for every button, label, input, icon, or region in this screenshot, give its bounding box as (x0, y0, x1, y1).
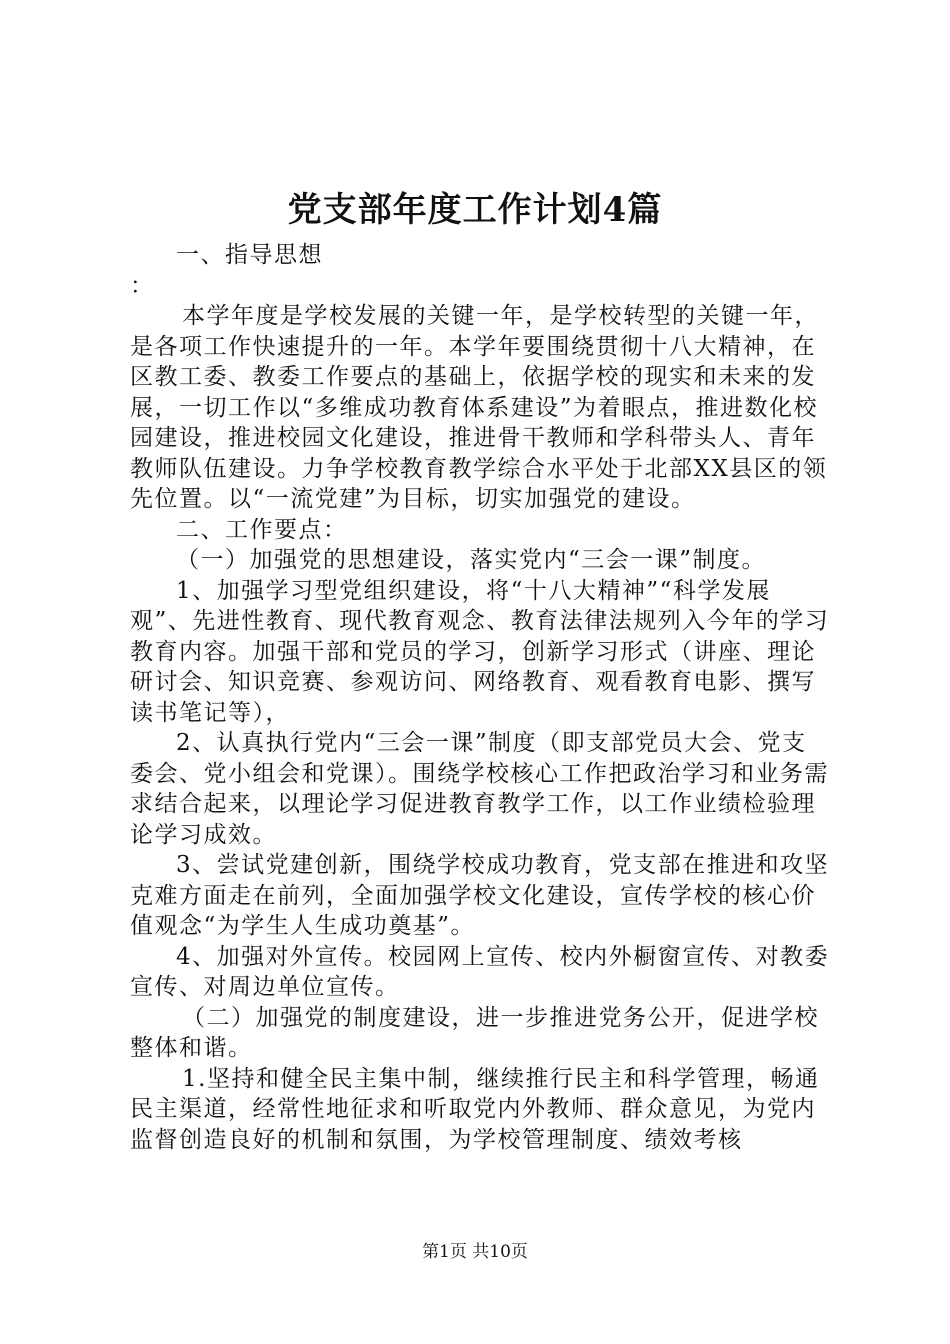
paragraph: （二）加强党的制度建设，进一步推进党务公开，促进学校整体和谐。 (130, 1004, 819, 1061)
paragraph: 1.坚持和健全民主集中制，继续推行民主和科学管理，畅通民主渠道，经常性地征求和听取党内外教师、群众意见，为党内监督创造良好的机制和氛围，为学校管理制度、绩效考核 (130, 1065, 820, 1153)
page-footer: 第1页 共10页 (422, 1242, 528, 1262)
paragraph: 1、加强学习型党组织建设，将“十八大精神”“科学发展观”、先进性教育、现代教育观念、教育法律法规列入今年的学习教育内容。加强干部和党员的学习，创新学习形式（讲座、理论研讨会、知识竞赛、参观访问、网络教育、观看教育电影、撰写读书笔记等）， (130, 577, 830, 726)
paragraph: 2、认真执行党内“三会一课”制度（即支部党员大会、党支委会、党小组会和党课）。围绕学校核心工作把政治学习和业务需求结合起来，以理论学习促进教育教学工作，以工作业绩检验理论学习成效。 (130, 730, 829, 848)
paragraph: 一、指导思想 (176, 242, 323, 268)
paragraph: 本学年度是学校发展的关键一年，是学校转型的关键一年，是各项工作快速提升的一年。本学年要围绕贯彻十八大精神，在区教工委、教委工作要点的基础上，依据学校的现实和未来的发展，一切工作以“多维成功教育体系建设”为着眼点，推进数化校园建设，推进校园文化建设，推进骨干教师和学科带头人、青年教师队伍建设。力争学校教育教学综合水平处于北部XX县区的领先位置。以“一流党建”为目标，切实加强党的建设。 (130, 303, 828, 512)
paragraph: ： (130, 272, 155, 299)
paragraph: 二、工作要点： (176, 516, 348, 543)
document-title: 党支部年度工作计划4篇 (287, 190, 663, 230)
paragraph: 4、加强对外宣传。校园网上宣传、校内外橱窗宣传、对教委宣传、对周边单位宣传。 (130, 943, 830, 1000)
document-body (130, 240, 830, 1155)
paragraph: 3、尝试党建创新，围绕学校成功教育，党支部在推进和攻坚克难方面走在前列，全面加强学校文化建设，宣传学校的核心价值观念“为学生人生成功奠基”。 (130, 852, 830, 939)
paragraph: （一）加强党的思想建设，落实党内“三会一课”制度。 (176, 547, 767, 573)
